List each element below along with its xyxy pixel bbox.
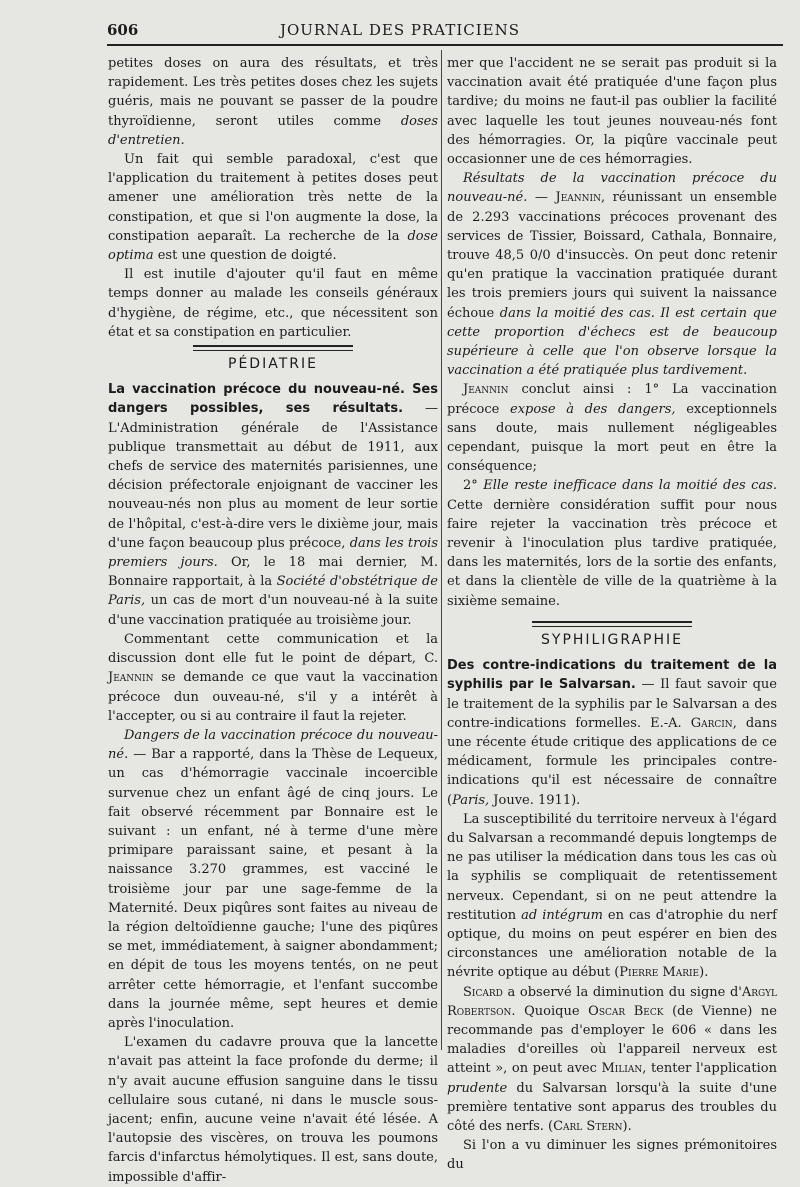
paragraph: Jeannin conclut ainsi : 1° La vaccination précoce expose à des dangers, exceptionnels sans doute, mais nullement négligeables cependant, puisque la mort peut en être la conséquence; xyxy=(447,382,777,475)
paragraph: La susceptibilité du territoire nerveux à l'égard du Salvarsan a recommandé depuis longtemps de ne pas utiliser la médication dans tous les cas où la syphilis se compliquait de retentissement nerveux. Cependant, si on ne peut attendre la restitution ad intégrum en cas d'atrophie du nerf optique, du moins on peut espérer en bien des circonstances une amélioration notable de la névrite optique au début (Pierre Marie). xyxy=(447,811,777,981)
paragraph: petites doses on aura des résultats, et très rapidement. Les très petites doses chez les sujets guéris, mais ne pouvant se passer de la poudre thyroïdienne, seront utiles comme doses d'entretien. xyxy=(108,56,438,148)
section-heading-pediatrie xyxy=(108,345,438,374)
right-column xyxy=(447,54,777,1175)
paragraph: Résultats de la vaccination précoce du nouveau-né. — Jeannin, réunissant un ensemble de 2.293 vaccinations précoces provenant des services de Tissier, Boissard, Cathala, Bonnaire, trouve 48,5 0/0 d'insuccès. On peut donc retenir qu'en pratique la vaccination pratiquée durant les trois premiers jours qui suivent la naissance échoue dans la moitié des cas. Il est certain que cette proportion d'échecs est de beaucoup supérieure à celle que l'on observe lorsque la vaccination a été pratiquée plus tardivement. xyxy=(447,171,777,379)
section-heading-syphiligraphie xyxy=(447,621,777,650)
section-rule xyxy=(532,621,692,627)
column-divider xyxy=(441,50,442,1050)
article-title: Des contre-indications du traitement de la syphilis par le Salvarsan. xyxy=(447,658,777,693)
paragraph: Dangers de la vaccination précoce du nouveau-né. — Bar a rapporté, dans la Thèse de Lequeux, un cas d'hémorragie vaccinale incoercible survenue chez un enfant âgé de cinq jours. Le fait observé récemment par Bonnaire est le suivant : un enfant, né à terme d'une mère primipare paraissant saine, et pesant à la naissance 3.270 grammes, est vacciné le troisième jour par une sage-femme de la Maternité. Deux piqûres sont faites au niveau de la région deltoïdienne gauche; l'une des piqûres se met, immédiatement, à saigner abondamment; en dépit de tous les moyens tentés, on ne peut arrêter cette hémorragie, et l'enfant succombe dans la journée même, sept heures et demie après l'inoculation. xyxy=(108,727,438,1031)
page-number: 606 xyxy=(107,21,139,39)
paragraph: 2° Elle reste inefficace dans la moitié des cas. Cette dernière considération suffit pour nous faire rejeter la vaccination très précoce et revenir à l'inoculation plus tardive pratiquée, dans les maternités, lors de la sortie des enfants, et dans la clientèle de ville de la quatrième à la sixième semaine. xyxy=(447,478,777,609)
article-paragraph: La vaccination précoce du nouveau-né. Ses dangers possibles, ses résultats. — L'Administration générale de l'Assistance publique transmettait au début de 1911, aux chefs de service des maternités parisiennes, une décision préfectorale enjoignant de vacciner les nouveau-nés non plus au moment de leur sortie de l'hôpital, c'est-à-dire vers le dixième jour, mais d'une façon beaucoup plus précoce, dans les trois premiers jours. Or, le 18 mai dernier, M. Bonnaire rapportait, à la Société d'obstétrique de Paris, un cas de mort d'un nouveau-né à la suite d'une vaccination pratiquée au troisième jour. xyxy=(108,382,438,628)
paragraph: Il est inutile d'ajouter qu'il faut en même temps donner au malade les conseils généraux d'hygiène, de régime, etc., que nécessitent son état et sa constipation en particulier. xyxy=(108,267,438,340)
paragraph: Commentant cette communication et la discussion dont elle fut le point de départ, C. Jeannin se demande ce que vaut la vaccination précoce dun ouveau-né, s'il y a intérêt à l'accepter, ou si au contraire il faut la rejeter. xyxy=(108,631,438,724)
header-rule xyxy=(107,44,783,46)
article-paragraph: Des contre-indications du traitement de la syphilis par le Salvarsan. — Il faut savoir que le traitement de la syphilis par le Salvarsan a des contre-indications formelles. E.-A. Garcin, dans une récente étude critique des applications de ce médicament, formule les principales contre-indications qu'il est nécessaire de connaître (Paris, Jouve. 1911). xyxy=(447,658,778,808)
paragraph: Si l'on a vu diminuer les signes prémonitoires du xyxy=(447,1138,777,1173)
paragraph: L'examen du cadavre prouva que la lancette n'avait pas atteint la face profonde du derme; il n'y avait aucune effusion sanguine dans le tissu cellulaire sous cutané, ni dans le muscle sous-jacent; enfin, aucune veine n'avait été lésée. A l'autopsie des viscères, on trouva les poumons farcis d'infarctus hémolytiques. Il est, sans doute, impossible d'affir- xyxy=(108,1035,438,1185)
paragraph: Un fait qui semble paradoxal, c'est que l'application du traitement à petites doses peut amener une amélioration très nette de la constipation, et que si l'on augmente la dose, la constipation aeparaît. La recherche de la dose optima est une question de doigté. xyxy=(108,152,438,264)
paragraph: Sicard a observé la diminution du signe d'Argyl Robertson. Quoique Oscar Beck (de Vienne) ne recommande pas d'employer le 606 « dans les maladies d'oreilles où l'appareil nerveux est atteint », on peut avec Milian, tenter l'application prudente du Salvarsan lorsqu'à la suite d'une première tentative sont apparus des troubles du côté des nerfs. (Carl Stern). xyxy=(447,984,777,1134)
paragraph: mer que l'accident ne se serait pas produit si la vaccination avait été pratiquée d'une façon plus tardive; du moins ne faut-il pas oublier la facilité avec laquelle les tout jeunes nouveau-nés font des hémorragies. Or, la piqûre vaccinale peut occasionner une de ces hémorragies. xyxy=(447,56,777,168)
section-title: SYPHILIGRAPHIE xyxy=(541,631,683,648)
section-title: PÉDIATRIE xyxy=(228,356,318,373)
left-column xyxy=(108,54,438,1187)
journal-title: JOURNAL DES PRATICIENS xyxy=(279,21,521,39)
article-title: La vaccination précoce du nouveau-né. Ses dangers possibles, ses résultats. xyxy=(108,382,438,417)
section-rule xyxy=(193,345,353,351)
